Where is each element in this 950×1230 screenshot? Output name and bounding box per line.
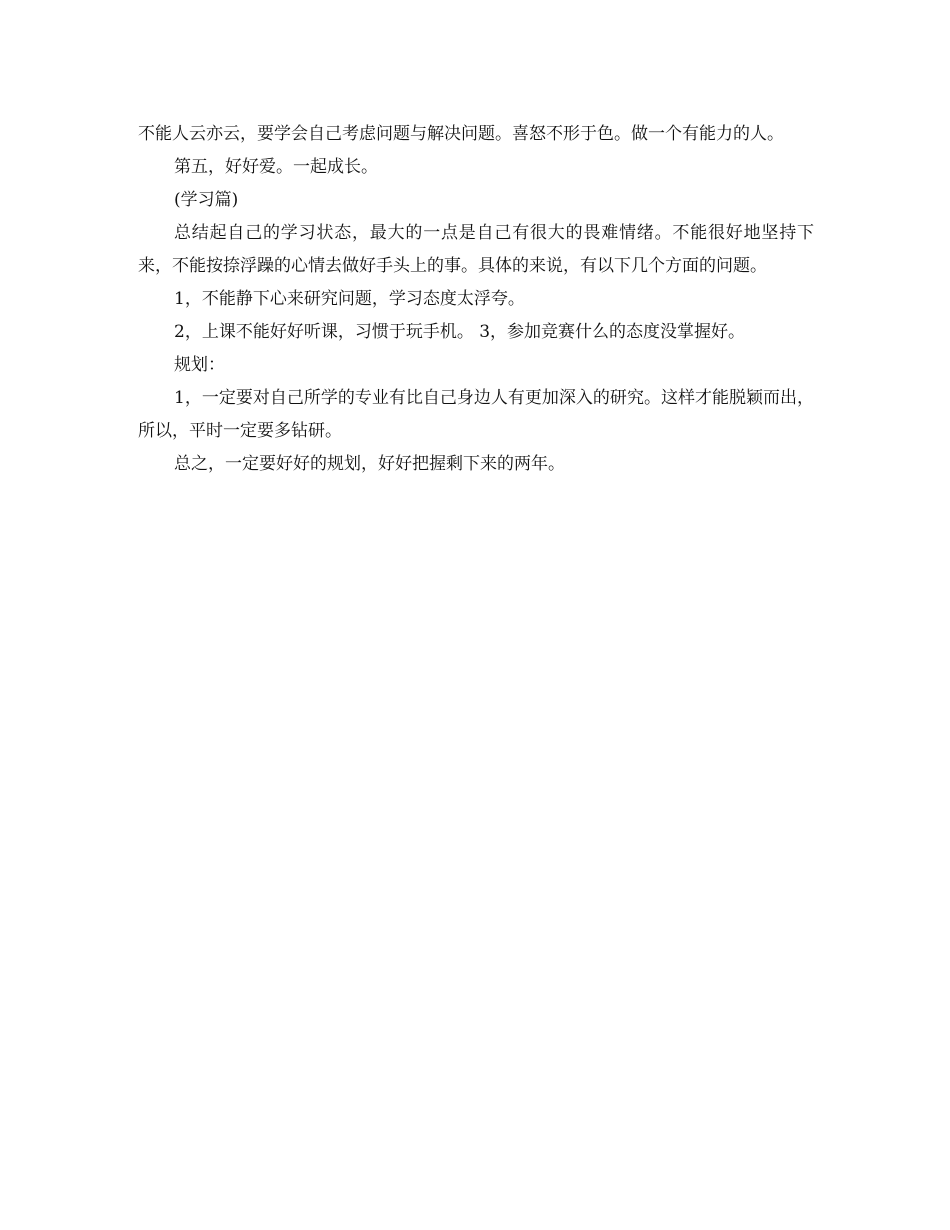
list-item-2-3: 2，上课不能好好听课，习惯于玩手机。 3，参加竞赛什么的态度没掌握好。 xyxy=(174,322,746,342)
section-heading-plan: 规划： xyxy=(174,355,225,375)
paragraph-1: 不能人云亦云，要学会自己考虑问题与解决问题。喜怒不形于色。做一个有能力的人。 xyxy=(138,124,784,144)
plan-item-1: 1，一定要对自己所学的专业有比自己身边人有更加深入的研究。这样才能脱颖而出，所以，平时一定要多钻研。 xyxy=(138,388,814,441)
list-item-1: 1，不能静下心来研究问题，学习态度太浮夸。 xyxy=(174,289,525,309)
conclusion-paragraph: 总之，一定要好好的规划，好好把握剩下来的两年。 xyxy=(174,454,565,474)
paragraph-2: 第五，好好爱。一起成长。 xyxy=(174,157,378,177)
document-body xyxy=(138,118,814,481)
section-heading-study: (学习篇) xyxy=(174,190,239,210)
paragraph-4: 总结起自己的学习状态，最大的一点是自己有很大的畏难情绪。不能很好地坚持下来，不能按捺浮躁的心情去做好手头上的事。具体的来说，有以下几个方面的问题。 xyxy=(138,223,814,276)
